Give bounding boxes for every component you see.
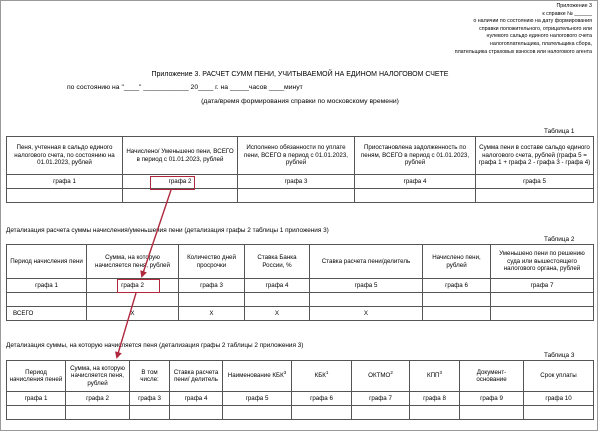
description-line: налогоплательщика, плательщика сбора,	[489, 40, 592, 47]
table2-x-mark: X	[87, 307, 179, 321]
description-line: о наличии по состоянию на дату формирования	[473, 18, 592, 25]
table1-column-cell: графа 5	[476, 175, 594, 189]
table3-header-cell: Ставка расчета пени/ делитель	[170, 361, 223, 392]
kbk-name-label: Наименование КБК	[227, 372, 284, 380]
table2-header-cell: Начислено пени, рублей	[423, 245, 491, 279]
description-line: плательщика страховых взносов или налогового агента	[454, 48, 592, 55]
table2-header-cell: Сумма, на которую начисляется пеня, рублей	[87, 245, 179, 279]
table3-header-cell: Срок уплаты	[524, 361, 594, 392]
description-line: справки положительного, отрицательного или	[479, 25, 592, 32]
description-line: нулевого сальдо единого налогового счета	[486, 33, 592, 40]
footnote-mark: 1	[325, 370, 329, 376]
table2-label: Таблица 2	[544, 236, 575, 243]
oktmo-label: ОКТМО	[368, 372, 391, 380]
table2-column-cell: графа 7	[491, 279, 594, 293]
table1-header-cell: Приостановлена задолженность по пеням, ВСЕГО в период с 01.01.2023, рублей	[355, 137, 476, 175]
appendix-ref: Приложение 3	[556, 3, 592, 9]
table1-header-cell: Сумма пени в составе сальдо единого налогового счета, рублей (графа 5 = графа 1 + графа 2 - графа 3 - графа 4)	[476, 137, 594, 175]
table3-column-cell: графа 8	[410, 392, 460, 406]
kpp-label: КПП	[426, 372, 440, 380]
table3-label: Таблица 3	[544, 352, 575, 359]
table3-column-cell: графа 10	[524, 392, 594, 406]
footnote-mark: 3	[283, 370, 287, 376]
table2-total-label: ВСЕГО	[7, 307, 87, 321]
table1-header-cell: Исполнено обязанности по уплате пени, ВСЕГО в период с 01.01.2023, рублей	[238, 137, 355, 175]
document-title: Приложение 3. РАСЧЕТ СУММ ПЕНИ, УЧИТЫВАЕМОЙ НА ЕДИНОМ НАЛОГОВОМ СЧЕТЕ	[151, 71, 449, 78]
table3-column-cell: графа 7	[352, 392, 410, 406]
section2-caption: Детализация расчета суммы начисления/уменьшения пени (детализация графы 2 таблицы 1 приложения 3)	[6, 227, 329, 234]
table2-column-cell: графа 6	[423, 279, 491, 293]
table1-column-cell: графа 3	[238, 175, 355, 189]
table1-label: Таблица 1	[544, 128, 575, 135]
kbk-label: КБК	[314, 372, 326, 380]
table2-header-cell: Уменьшено пени по решению суда или вышестоящего налогового органа, рублей	[491, 245, 594, 279]
table2-header-cell: Количество дней просрочки	[179, 245, 245, 279]
table2-column-cell: графа 4	[245, 279, 310, 293]
certificate-ref: к справке № ______	[542, 10, 592, 17]
table3-column-cell: графа 3	[130, 392, 170, 406]
footnote-mark: 2	[390, 370, 393, 376]
table1-header-cell: Начислено/ Уменьшено пени, ВСЕГО в период с 01.01.2023, рублей	[123, 137, 238, 175]
table3-column-cell: графа 2	[66, 392, 130, 406]
table3-header-cell: В том числе:	[130, 361, 170, 392]
section3-caption: Детализация суммы, на которую начисляется пеня (детализация графы 2 таблицы 2 приложения 3)	[6, 342, 304, 349]
table2-x-mark: X	[245, 307, 310, 321]
table1-column-cell: графа 4	[355, 175, 476, 189]
arrow-table1-to-table2	[142, 190, 171, 276]
table3-column-cell: графа 5	[223, 392, 292, 406]
state-line: по состоянию на "____" ____________ 20____ г. на _____часов ____минут	[67, 84, 303, 91]
table3-column-cell: графа 9	[460, 392, 524, 406]
table3-header-cell: Сумма, на которую начисляется пеня, рублей	[66, 361, 130, 392]
table2-header-cell: Ставка Банка России, %	[245, 245, 310, 279]
table2-column-cell: графа 2	[87, 279, 179, 293]
table3-column-cell: графа 1	[7, 392, 66, 406]
table2-header-cell: Период начисления пени	[7, 245, 87, 279]
state-caption: (дата/время формирования справки по московскому времени)	[201, 98, 399, 105]
table1-header-cell: Пеня, учтенная в сальдо единого налогового счета, по состоянию на 01.01.2023, рублей	[7, 137, 123, 175]
table2-header-cell: Ставка расчета пени/делитель	[310, 245, 423, 279]
table2-column-cell: графа 5	[310, 279, 423, 293]
table2-column-cell: графа 1	[7, 279, 87, 293]
footnote-mark: 3	[439, 370, 442, 376]
table3-header-cell: Документ-основание	[460, 361, 524, 392]
table3-column-cell: графа 6	[292, 392, 352, 406]
arrow-table2-to-table3	[117, 293, 136, 357]
table1-column-cell: графа 1	[7, 175, 123, 189]
table2-column-cell: графа 3	[179, 279, 245, 293]
table1-column-cell: графа 2	[123, 175, 238, 189]
table2-x-mark: X	[179, 307, 245, 321]
table2-x-mark: X	[310, 307, 423, 321]
table3-column-cell: графа 4	[170, 392, 223, 406]
table3-header-cell: Период начисления пеней	[7, 361, 66, 392]
